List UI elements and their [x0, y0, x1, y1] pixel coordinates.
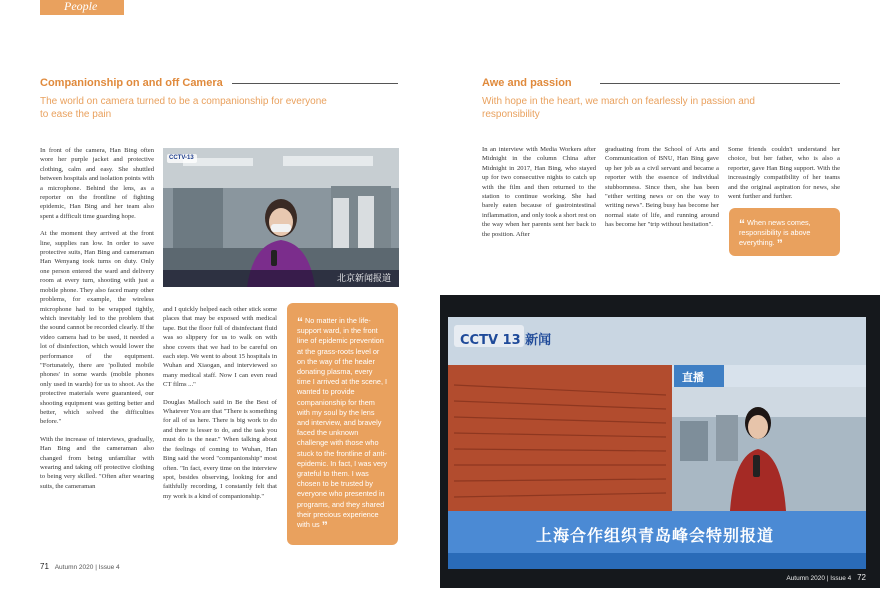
left-folio — [40, 562, 120, 571]
issue-label: Autumn 2020 | Issue 4 — [54, 564, 120, 571]
left-column-1 — [40, 146, 154, 491]
left-subheading: The world on camera turned to be a companionship for everyone to ease the pain — [40, 96, 327, 120]
right-folio — [786, 573, 866, 582]
right-column-2 — [605, 145, 719, 230]
open-quote-icon: “ — [739, 217, 745, 231]
right-subheading: With hope in the heart, we march on fearlessly in passion and responsibility — [482, 96, 755, 120]
right-column-1 — [482, 145, 596, 239]
paragraph: In an interview with Media Workers after Midnight in the column China after Midnight in 2017, Han Bing, who stayed up for two consecutive nights to catch up with the film and then returned to the station to continue working. She had barely eaten because of gastrointestinal inflammation, and only took a short rest on the way when her parents sent her back to the position. After — [482, 146, 596, 238]
tv-banner: 上海合作组织青岛峰会特别报道 — [536, 526, 775, 545]
right-column-3 — [728, 145, 840, 201]
paragraph: Some friends couldn't understand her choice, but her father, who is also a reporter, gave Han Bing support. With the increasingly compatibility of her teams and the original aspiration for news, she went further and further. — [728, 146, 840, 201]
issue-label: Autumn 2020 | Issue 4 — [786, 575, 852, 582]
close-quote-icon: ” — [776, 237, 783, 252]
right-heading: Awe and passion — [482, 77, 572, 89]
left-column-2 — [163, 305, 277, 501]
tv-logo: CCTV 13 新闻 — [460, 333, 552, 348]
page-number: 72 — [857, 573, 866, 582]
paragraph: Douglas Malloch said in Be the Best of Whatever You are that "There is something for all of us here. There is big work to do and there is lesser to do, and the task you must do is the near." When talking about the feelings of coming to Wuhan, Han Bing said the word "companionship" most often. "In fact, every time on the interview spot, besides observing, looking for and faithfully recording, I constantly felt that my work is a kind of companionship." — [163, 398, 277, 500]
left-pull-quote — [287, 303, 398, 545]
photo-caption: 北京新闻报道 — [336, 274, 391, 284]
section-tab-label: People — [64, 0, 98, 13]
reporter-hospital-photo — [163, 148, 399, 287]
paragraph: With the increase of interviews, gradually, Han Bing and the cameraman also changed from being unfamiliar with wearing and taking off protective clothing to being very skilled. "Often after wearing suits, the cameraman — [40, 435, 154, 490]
tv-broadcast-photo — [440, 295, 880, 588]
hospital-scene-illustration — [163, 148, 399, 287]
pull-quote-text: When news comes, responsibility is above everything. — [739, 218, 811, 248]
page-number: 71 — [40, 562, 49, 571]
paragraph: In front of the camera, Han Bing often wore her purple jacket and protective clothing, calm and easy. She shuttled between hospitals and isolation points with a microphone. Behind the lens, as a reporter on the frontline of fighting epidemic, Han Bing and her team also spent a difficult time guarding hope. — [40, 147, 154, 220]
photo-logo: CCTV-13 — [169, 155, 194, 161]
paragraph: At the moment they arrived at the front line, supplies ran low. In order to save protective suits, Han Bing and cameraman Han Wenyang took turns on duty. Only one person entered the ward and delivery room at every turn, shooting with just a mobile phone. They also faced many other problems, for example, the wireless microphone had to be wrapped tightly, which inevitably led to the problem that the sound cannot be recorded clearly. If the video camera had to be used, it needed a lot of disinfection, which would lower the performance of the equipment. "Fortunately, there are 'polluted mobile phones' in some wards (mobile phones only used in wards) for us to shoot. As the protective materials were guaranteed, our shooting equipment was getting better and better, which solved the difficulties before." — [40, 230, 154, 426]
left-heading: Companionship on and off Camera — [40, 77, 223, 89]
right-pull-quote — [729, 208, 840, 256]
paragraph: graduating from the School of Arts and Communication of BNU, Han Bing gave up her job as a civil servant and became a reporter with the essence of individual stubbornness. Since then, she has been "either writing news or on the way to writing news". Being busy has become her normal state of life, and running around has become her "trip without hesitation". — [605, 146, 719, 229]
close-quote-icon: ” — [321, 519, 328, 534]
live-badge: 直播 — [682, 371, 704, 384]
section-tab — [40, 0, 124, 15]
open-quote-icon: “ — [297, 315, 303, 329]
pull-quote-text: No matter in the life-support ward, in the front line of epidemic prevention at the grass-roots level or on the way of the healer donating plasma, every time I arrived at the scene, I wanted to provide companionship for them with my soul by the lens and interview, and bravely faced the unknown challenge with those who stuck to the frontline of anti-epidemic. In fact, I was very grateful to them. I was chosen to be trusted by everyone who presented in programs, and they shared their precious experience with us — [297, 316, 388, 530]
left-heading-rule — [232, 83, 398, 84]
right-heading-rule — [600, 83, 840, 84]
paragraph: and I quickly helped each other stick some places that may be exposed with medical tape. But the floor full of disinfectant fluid was so slippery for us to walk on with shoe covers that we had to be careful on each step. We went to about 15 hospitals in Wuhan and Xiaogan, and interviewed so many medical staff. Now I can even read CT films ..." — [163, 306, 277, 389]
